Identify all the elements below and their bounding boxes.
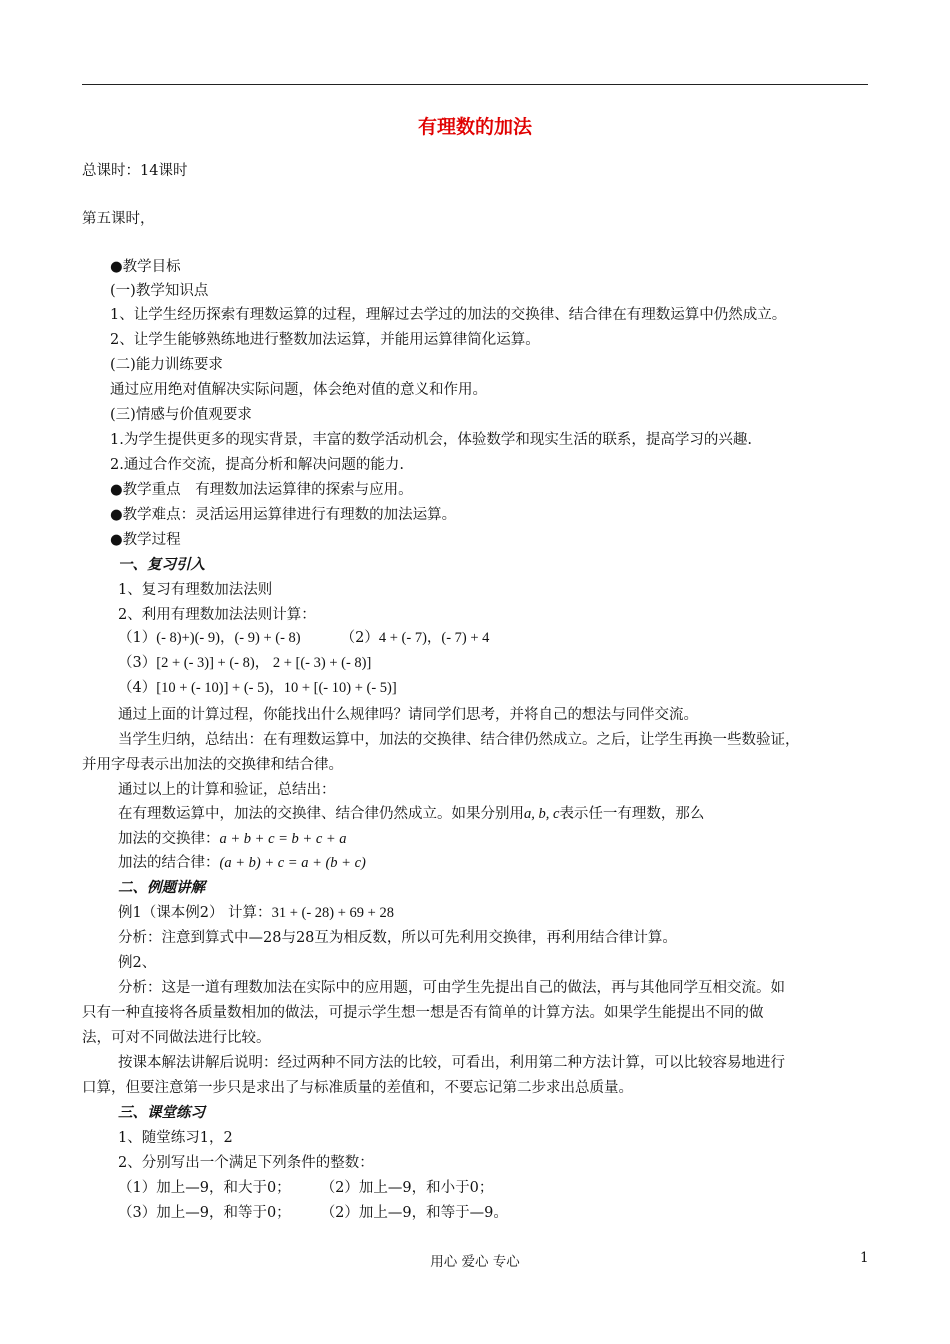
paragraph-conclude: 通过以上的计算和验证，总结出： bbox=[118, 782, 336, 798]
calc-3-expr: [2 + (- 3)] + (- 8)， 2 + [(- 3) + (- 8)] bbox=[156, 655, 372, 671]
analysis-2-line-2: 只有一种直接将各质量数相加的做法，可提示学生想一想是否有简单的计算方法。如果学生能提出不同的做 bbox=[82, 1005, 764, 1021]
page-title: 有理数的加法 bbox=[417, 116, 532, 138]
calc-1-expr: (- 8)+)(- 9)，(- 9) + (- 8) bbox=[156, 630, 301, 646]
calc-1-label: （1） bbox=[118, 630, 157, 646]
associative-label: 加法的结合律： bbox=[118, 855, 220, 871]
review-item-2: 2、利用有理数加法法则计算： bbox=[118, 607, 316, 623]
section-3-heading: 三、课堂练习 bbox=[118, 1104, 205, 1121]
practice-row-1 bbox=[118, 1178, 908, 1198]
emotion-heading: (三)情感与价值观要求 bbox=[110, 407, 252, 423]
laws-variables: a, b, c bbox=[524, 806, 560, 822]
calc-row-4 bbox=[118, 678, 908, 698]
calc-row-3 bbox=[118, 653, 908, 673]
calc-3-label: （3） bbox=[118, 655, 157, 671]
example-1 bbox=[118, 903, 908, 923]
practice-item-2: 2、分别写出一个满足下列条件的整数： bbox=[118, 1155, 374, 1171]
example-1-label: 例1（课本例2） 计算： bbox=[118, 905, 272, 921]
ability-item-1: 通过应用绝对值解决实际问题，体会绝对值的意义和作用。 bbox=[110, 382, 487, 398]
practice-question-2: （2）加上—9，和小于0； bbox=[320, 1180, 494, 1196]
analysis-2-line-1: 分析：这是一道有理数加法在实际中的应用题，可由学生先提出自己的做法，再与其他同学互相交流。如 bbox=[118, 980, 785, 996]
header-rule bbox=[82, 84, 868, 85]
paragraph-summary-2: 并用字母表示出加法的交换律和结合律。 bbox=[82, 757, 343, 773]
paragraph-summary-1: 当学生归纳，总结出：在有理数运算中，加法的交换律、结合律仍然成立。之后，让学生再换一些数验证， bbox=[118, 732, 800, 748]
goals-heading: ●教学目标 bbox=[110, 259, 181, 275]
commutative-law bbox=[118, 829, 908, 849]
paragraph-laws bbox=[118, 804, 908, 824]
key-point: ●教学重点 有理数加法运算律的探索与应用。 bbox=[110, 482, 413, 498]
commutative-label: 加法的交换律： bbox=[118, 831, 220, 847]
calc-2-expr: 4 + (- 7)，(- 7) + 4 bbox=[378, 630, 490, 646]
knowledge-item-1: 1、让学生经历探索有理数运算的过程，理解过去学过的加法的交换律、结合律在有理数运算中仍然成立。 bbox=[110, 307, 787, 323]
practice-row-2 bbox=[118, 1203, 908, 1223]
practice-question-3: （3）加上—9，和等于0； bbox=[118, 1205, 291, 1221]
associative-formula: (a + b) + c = a + (b + c) bbox=[219, 855, 366, 871]
example-1-expr: 31 + (- 28) + 69 + 28 bbox=[271, 905, 394, 921]
ability-heading: (二)能力训练要求 bbox=[110, 357, 223, 373]
review-item-1: 1、复习有理数加法法则 bbox=[118, 582, 273, 598]
analysis-1: 分析：注意到算式中—28与28互为相反数，所以可先利用交换律，再利用结合律计算。 bbox=[118, 930, 677, 946]
page-number: 1 bbox=[860, 1250, 869, 1266]
commutative-formula: a + b + c = b + c + a bbox=[219, 831, 347, 847]
laws-text-a: 在有理数运算中，加法的交换律、结合律仍然成立。如果分别用 bbox=[118, 806, 524, 822]
process-heading: ●教学过程 bbox=[110, 532, 181, 548]
practice-item-1: 1、随堂练习1，2 bbox=[118, 1130, 233, 1146]
associative-law bbox=[118, 853, 908, 873]
total-hours: 总课时：14课时 bbox=[82, 163, 188, 179]
practice-question-1: （1）加上—9，和大于0； bbox=[118, 1180, 291, 1196]
laws-text-c: 表示任一有理数，那么 bbox=[559, 806, 705, 822]
section-2-heading: 二、例题讲解 bbox=[118, 879, 205, 896]
emotion-item-2: 2.通过合作交流，提高分析和解决问题的能力. bbox=[110, 457, 404, 473]
lesson-number: 第五课时， bbox=[82, 211, 155, 227]
practice-question-4: （2）加上—9，和等于—9。 bbox=[320, 1205, 508, 1221]
calc-row-1 bbox=[118, 628, 908, 648]
section-1-heading: 一、复习引入 bbox=[118, 556, 205, 573]
knowledge-item-2: 2、让学生能够熟练地进行整数加法运算，并能用运算律简化运算。 bbox=[110, 332, 540, 348]
explanation-line-2: 口算，但要注意第一步只是求出了与标准质量的差值和，不要忘记第二步求出总质量。 bbox=[82, 1080, 633, 1096]
explanation-line-1: 按课本解法讲解后说明：经过两种不同方法的比较，可看出，利用第二种方法计算，可以比较容易地进行 bbox=[118, 1055, 785, 1071]
difficulty: ●教学难点：灵活运用运算律进行有理数的加法运算。 bbox=[110, 507, 457, 523]
calc-4-expr: [10 + (- 10)] + (- 5)，10 + [(- 10) + (- 5)] bbox=[156, 680, 397, 696]
paragraph-think: 通过上面的计算过程，你能找出什么规律吗？请同学们思考，并将自己的想法与同伴交流。 bbox=[118, 707, 698, 723]
emotion-item-1: 1.为学生提供更多的现实背景，丰富的数学活动机会，体验数学和现实生活的联系，提高学习的兴趣. bbox=[110, 432, 752, 448]
calc-4-label: （4） bbox=[118, 680, 157, 696]
calc-2-label: （2） bbox=[340, 630, 379, 646]
footer-motto: 用心 爱心 专心 bbox=[430, 1254, 520, 1270]
knowledge-heading: (一)教学知识点 bbox=[110, 283, 209, 299]
example-2: 例2、 bbox=[118, 955, 157, 971]
analysis-2-line-3: 法，可对不同做法进行比较。 bbox=[82, 1030, 271, 1046]
